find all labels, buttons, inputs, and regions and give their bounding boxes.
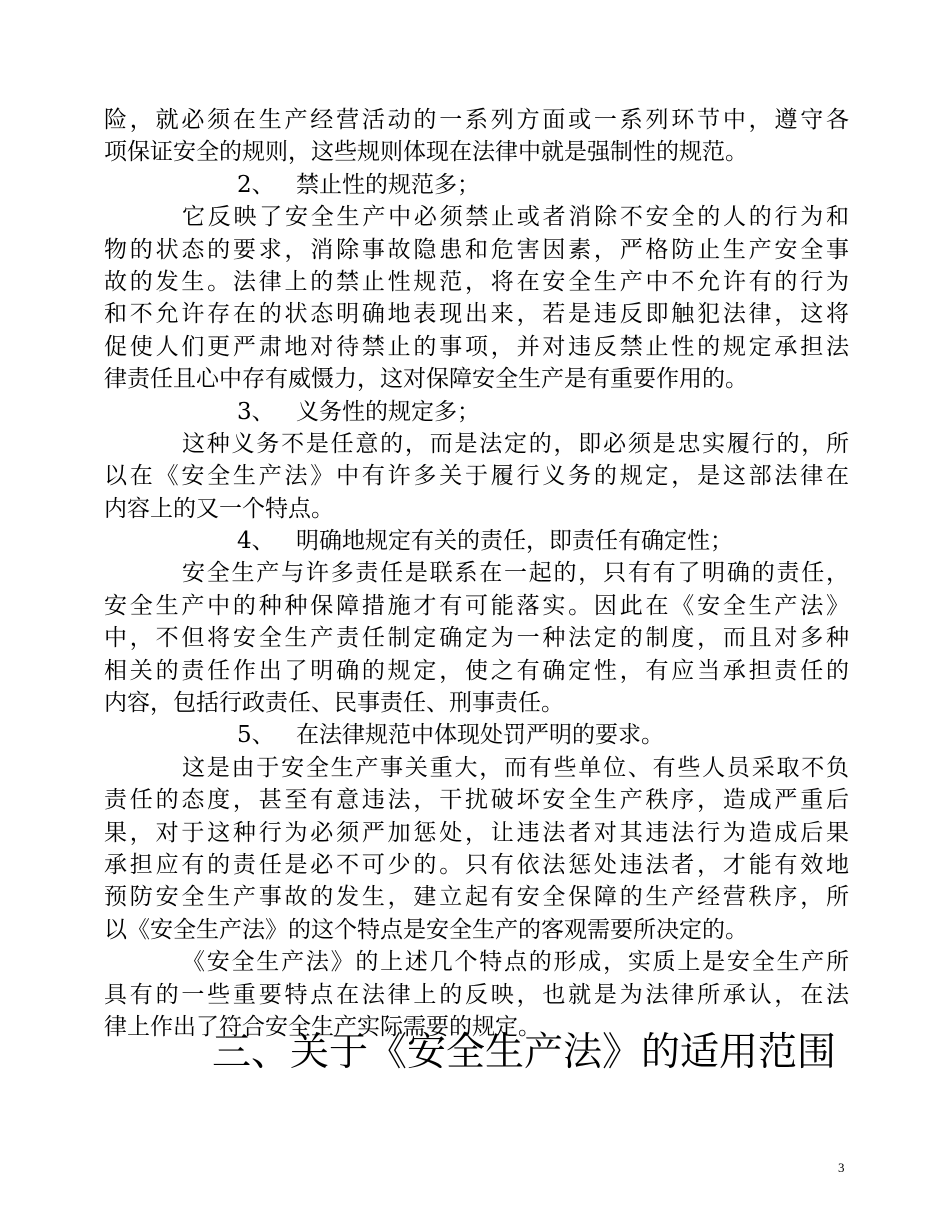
paragraph-line: 责任的态度，甚至有意违法，干扰破坏安全生产秩序，造成严重后: [104, 787, 849, 814]
list-item-number: 3、: [237, 398, 275, 425]
paragraph-line: 内容上的又一个特点。: [104, 495, 334, 522]
paragraph-line: 内容，包括行政责任、民事责任、刑事责任。: [104, 690, 564, 717]
list-item-heading: [104, 719, 849, 751]
paragraph-line: 相关的责任作出了明确的规定，使之有确定性，有应当承担责任的: [104, 657, 849, 684]
paragraph-line: 律责任且心中存有威慑力，这对保障安全生产是有重要作用的。: [104, 366, 748, 393]
list-item-text: 在法律规范中体现处罚严明的要求。: [296, 722, 664, 749]
paragraph-line: 故的发生。法律上的禁止性规范，将在安全生产中不允许有的行为: [104, 268, 849, 295]
paragraph-line: 这是由于安全生产事关重大，而有些单位、有些人员采取不负: [182, 754, 849, 781]
list-item-heading: [104, 169, 849, 201]
section-heading: 三、关于《安全生产法》的适用范围: [212, 1030, 837, 1075]
list-item-number: 5、: [237, 722, 275, 749]
body-text: [104, 104, 849, 1043]
list-item-text: 义务性的规定多；: [296, 398, 480, 425]
paragraph-line: 中，不但将安全生产责任制定确定为一种法定的制度，而且对多种: [104, 625, 849, 652]
paragraph-line: 具有的一些重要特点在法律上的反映，也就是为法律所承认，在法: [104, 981, 849, 1008]
paragraph-line: 以《安全生产法》的这个特点是安全生产的客观需要所决定的。: [104, 916, 748, 943]
paragraph-line: 它反映了安全生产中必须禁止或者消除不安全的人的行为和: [182, 204, 849, 231]
list-item-text: 禁止性的规范多；: [296, 171, 480, 198]
paragraph-line: 《安全生产法》的上述几个特点的形成，实质上是安全生产所: [182, 949, 849, 976]
paragraph-line: 安全生产中的种种保障措施才有可能落实。因此在《安全生产法》: [104, 592, 849, 619]
list-item-heading: [104, 396, 849, 428]
paragraph-line: 安全生产与许多责任是联系在一起的，只有有了明确的责任，: [182, 560, 849, 587]
list-item-number: 2、: [237, 171, 275, 198]
list-item-heading: [104, 525, 849, 557]
list-item-text: 明确地规定有关的责任，即责任有确定性；: [296, 528, 733, 555]
paragraph-line: 险，就必须在生产经营活动的一系列方面或一系列环节中，遵守各: [104, 107, 849, 133]
paragraph-line: 和不允许存在的状态明确地表现出来，若是违反即触犯法律，这将: [104, 301, 849, 328]
list-item-number: 4、: [237, 528, 275, 555]
paragraph-line: 促使人们更严肃地对待禁止的事项，并对违反禁止性的规定承担法: [104, 333, 849, 360]
paragraph-line: 预防安全生产事故的发生，建立起有安全保障的生产经营秩序，所: [104, 884, 849, 911]
paragraph-line: 以在《安全生产法》中有许多关于履行义务的规定，是这部法律在: [104, 463, 849, 490]
page-number: 3: [838, 1160, 845, 1175]
paragraph-line: 律上作出了符合安全生产实际需要的规定。: [104, 1013, 541, 1040]
paragraph-line: 物的状态的要求，消除事故隐患和危害因素，严格防止生产安全事: [104, 236, 849, 263]
paragraph-line: 果，对于这种行为必须严加惩处，让违法者对其违法行为造成后果: [104, 819, 849, 846]
paragraph-line: 项保证安全的规则，这些规则体现在法律中就是强制性的规范。: [104, 139, 748, 166]
paragraph-line: 承担应有的责任是必不可少的。只有依法惩处违法者，才能有效地: [104, 851, 849, 878]
paragraph-line: 这种义务不是任意的，而是法定的，即必须是忠实履行的，所: [182, 430, 849, 457]
